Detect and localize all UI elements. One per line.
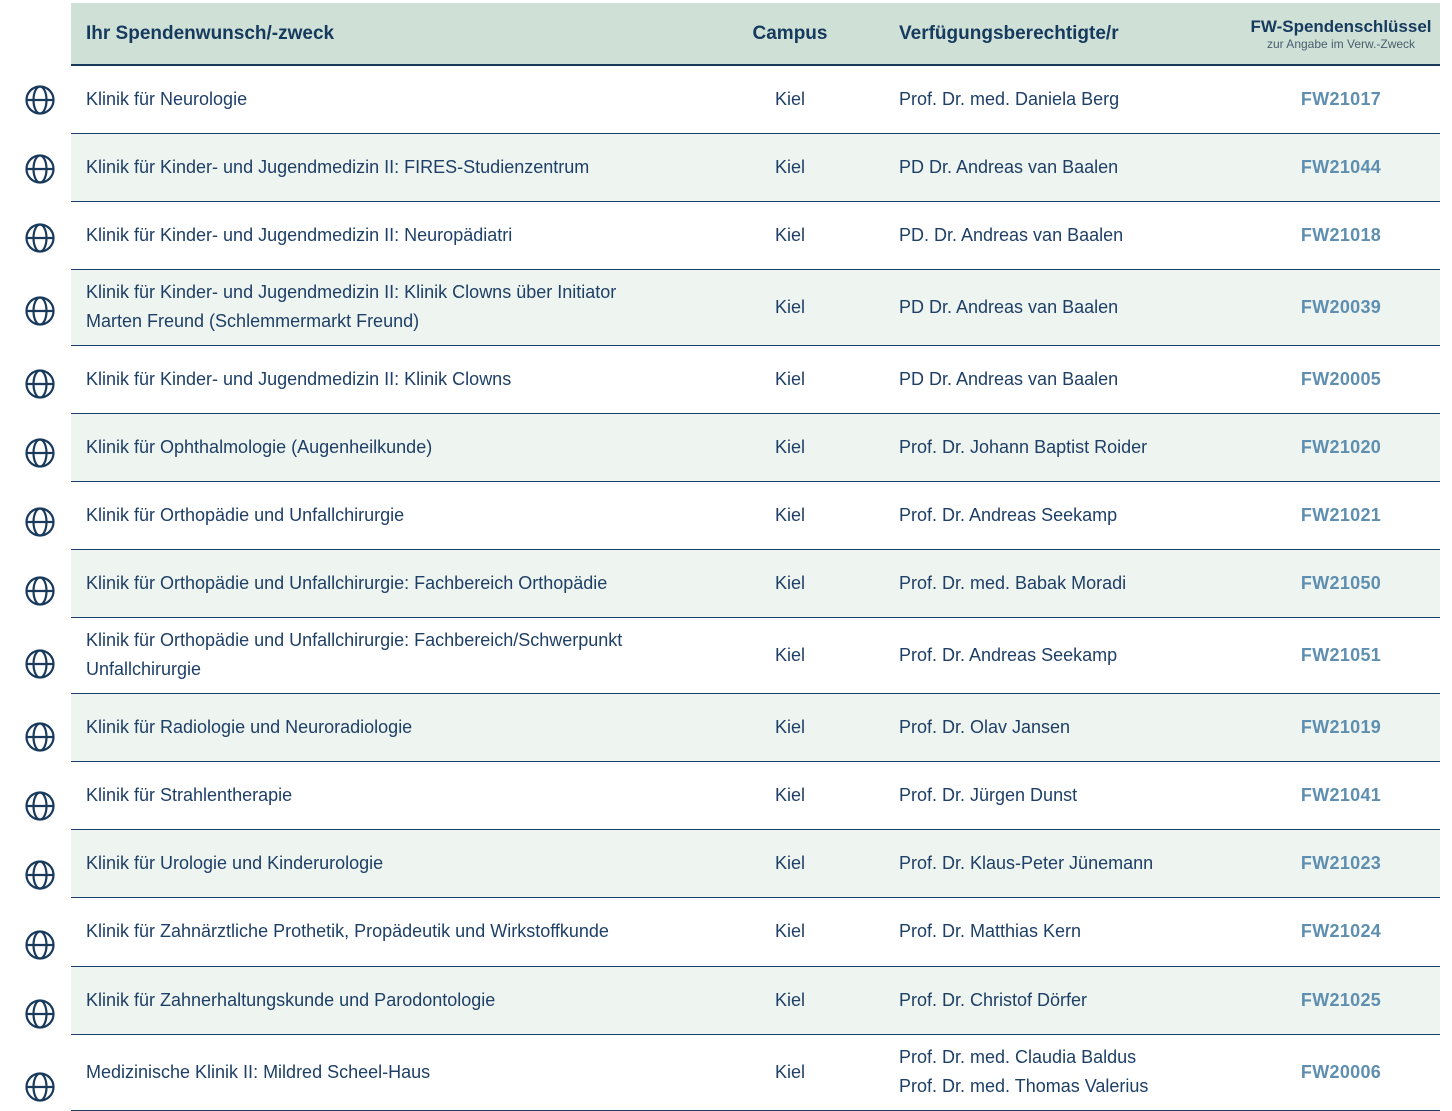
person-name: Prof. Dr. med. Babak Moradi (899, 572, 1127, 593)
person-name: Prof. Dr. Olav Jansen (899, 716, 1071, 737)
globe-icon[interactable] (24, 153, 56, 185)
purpose-text: Klinik für Ophthalmologie (Augenheilkunde) (86, 436, 433, 457)
purpose-text: Medizinische Klinik II: Mildred Scheel-Haus (86, 1061, 431, 1082)
cell-person (869, 761, 1242, 829)
globe-icon[interactable] (24, 998, 56, 1030)
cell-donation-key: FW20006 (1242, 1034, 1440, 1110)
header-key (1242, 3, 1440, 65)
cell-purpose[interactable] (71, 549, 711, 617)
cell-purpose[interactable] (71, 1034, 711, 1110)
cell-campus: Kiel (711, 617, 869, 693)
link-icon-column (0, 0, 71, 1102)
table-row (71, 481, 1440, 549)
table-row (71, 549, 1440, 617)
cell-purpose[interactable] (71, 65, 711, 133)
cell-donation-key: FW21019 (1242, 693, 1440, 761)
cell-donation-key: FW21023 (1242, 829, 1440, 897)
cell-person (869, 966, 1242, 1034)
cell-purpose[interactable] (71, 481, 711, 549)
purpose-text: Klinik für Kinder- und Jugendmedizin II: Neuropädiatri (86, 224, 513, 245)
cell-person (869, 617, 1242, 693)
globe-icon[interactable] (24, 790, 56, 822)
cell-purpose[interactable] (71, 617, 711, 693)
purpose-text: Klinik für Orthopädie und Unfallchirurgie: Fachbereich Orthopädie (86, 572, 608, 593)
purpose-text: Klinik für Kinder- und Jugendmedizin II: FIRES-Studienzentrum (86, 156, 590, 177)
cell-donation-key: FW21044 (1242, 133, 1440, 201)
header-person: Verfügungsberechtigte/r (869, 3, 1242, 65)
globe-icon[interactable] (24, 859, 56, 891)
header-key-sublabel: zur Angabe im Verw.-Zweck (1266, 36, 1416, 51)
person-name: PD Dr. Andreas van Baalen (899, 156, 1119, 177)
cell-donation-key: FW21021 (1242, 481, 1440, 549)
cell-donation-key: FW21024 (1242, 897, 1440, 966)
cell-purpose[interactable] (71, 693, 711, 761)
table-row (71, 65, 1440, 133)
cell-campus: Kiel (711, 269, 869, 345)
cell-donation-key: FW21041 (1242, 761, 1440, 829)
person-name: Prof. Dr. Klaus-Peter Jünemann (899, 852, 1154, 873)
table-header-row (71, 3, 1440, 65)
purpose-text: Klinik für Kinder- und Jugendmedizin II: Klinik Clowns über Initiator (86, 282, 617, 302)
cell-campus: Kiel (711, 413, 869, 481)
person-name: Prof. Dr. Matthias Kern (899, 921, 1082, 941)
person-name: Prof. Dr. Christof Dörfer (899, 989, 1088, 1010)
person-name: Prof. Dr. Johann Baptist Roider (899, 436, 1148, 457)
cell-campus: Kiel (711, 1034, 869, 1110)
globe-icon[interactable] (24, 295, 56, 327)
cell-campus: Kiel (711, 966, 869, 1034)
person-name: Prof. Dr. Jürgen Dunst (899, 784, 1078, 805)
cell-campus: Kiel (711, 133, 869, 201)
globe-icon[interactable] (24, 1071, 56, 1103)
cell-campus: Kiel (711, 481, 869, 549)
purpose-text-line2: Unfallchirurgie (86, 659, 202, 679)
table-row (71, 693, 1440, 761)
cell-campus: Kiel (711, 897, 869, 966)
header-key-label: FW-Spendenschlüssel (1250, 16, 1432, 36)
person-name: Prof. Dr. med. Daniela Berg (899, 88, 1120, 109)
cell-purpose[interactable] (71, 413, 711, 481)
cell-donation-key: FW21050 (1242, 549, 1440, 617)
purpose-text: Klinik für Orthopädie und Unfallchirurgie (86, 504, 405, 525)
cell-donation-key: FW21018 (1242, 201, 1440, 269)
cell-purpose[interactable] (71, 133, 711, 201)
cell-donation-key: FW21051 (1242, 617, 1440, 693)
cell-campus: Kiel (711, 345, 869, 413)
purpose-text-line2: Marten Freund (Schlemmermarkt Freund) (86, 311, 420, 331)
cell-person (869, 897, 1242, 966)
cell-person (869, 65, 1242, 133)
cell-campus: Kiel (711, 65, 869, 133)
cell-person (869, 1034, 1242, 1110)
cell-person (869, 133, 1242, 201)
table-row (71, 413, 1440, 481)
cell-person (869, 345, 1242, 413)
cell-purpose[interactable] (71, 269, 711, 345)
cell-campus: Kiel (711, 761, 869, 829)
cell-donation-key: FW21020 (1242, 413, 1440, 481)
table-row (71, 617, 1440, 693)
donation-table (71, 3, 1440, 1111)
cell-person (869, 413, 1242, 481)
person-name: PD Dr. Andreas van Baalen (899, 296, 1119, 317)
table-row (71, 1034, 1440, 1110)
globe-icon[interactable] (24, 84, 56, 116)
table-row (71, 133, 1440, 201)
table-row (71, 201, 1440, 269)
person-name: Prof. Dr. Andreas Seekamp (899, 644, 1118, 665)
purpose-text: Klinik für Strahlentherapie (86, 784, 293, 805)
cell-purpose[interactable] (71, 897, 711, 966)
table-row (71, 269, 1440, 345)
cell-donation-key: FW21017 (1242, 65, 1440, 133)
globe-icon[interactable] (24, 575, 56, 607)
cell-purpose[interactable] (71, 201, 711, 269)
cell-person (869, 549, 1242, 617)
table-row (71, 345, 1440, 413)
table-row (71, 761, 1440, 829)
globe-icon[interactable] (24, 437, 56, 469)
cell-donation-key: FW21025 (1242, 966, 1440, 1034)
cell-campus: Kiel (711, 693, 869, 761)
table-row (71, 829, 1440, 897)
cell-person (869, 201, 1242, 269)
table-row (71, 897, 1440, 966)
cell-purpose[interactable] (71, 761, 711, 829)
cell-purpose[interactable] (71, 829, 711, 897)
globe-icon[interactable] (24, 929, 56, 961)
person-name: Prof. Dr. med. Claudia Baldus (899, 1047, 1137, 1067)
purpose-text: Klinik für Orthopädie und Unfallchirurgie: Fachbereich/Schwerpunkt (86, 630, 623, 650)
purpose-text: Klinik für Zahnerhaltungskunde und Parodontologie (86, 989, 496, 1010)
cell-donation-key: FW20005 (1242, 345, 1440, 413)
person-name: PD Dr. Andreas van Baalen (899, 368, 1119, 389)
purpose-text: Klinik für Kinder- und Jugendmedizin II: Klinik Clowns (86, 368, 512, 389)
cell-campus: Kiel (711, 549, 869, 617)
purpose-text: Klinik für Urologie und Kinderurologie (86, 852, 384, 873)
header-campus: Campus (711, 3, 869, 65)
cell-person (869, 829, 1242, 897)
cell-purpose[interactable] (71, 966, 711, 1034)
globe-icon[interactable] (24, 368, 56, 400)
cell-campus: Kiel (711, 201, 869, 269)
cell-campus: Kiel (711, 829, 869, 897)
cell-purpose[interactable] (71, 345, 711, 413)
person-name-2: Prof. Dr. med. Thomas Valerius (899, 1076, 1149, 1096)
cell-person (869, 269, 1242, 345)
table-row (71, 966, 1440, 1034)
globe-icon[interactable] (24, 648, 56, 680)
purpose-text: Klinik für Zahnärztliche Prothetik, Propädeutik und Wirkstoffkunde (86, 921, 609, 941)
globe-icon[interactable] (24, 506, 56, 538)
globe-icon[interactable] (24, 721, 56, 753)
cell-donation-key: FW20039 (1242, 269, 1440, 345)
globe-icon[interactable] (24, 222, 56, 254)
person-name: Prof. Dr. Andreas Seekamp (899, 504, 1118, 525)
cell-person (869, 481, 1242, 549)
header-purpose: Ihr Spendenwunsch/-zweck (71, 3, 711, 65)
purpose-text: Klinik für Neurologie (86, 88, 248, 109)
purpose-text: Klinik für Radiologie und Neuroradiologie (86, 716, 413, 737)
person-name: PD. Dr. Andreas van Baalen (899, 224, 1124, 245)
cell-person (869, 693, 1242, 761)
